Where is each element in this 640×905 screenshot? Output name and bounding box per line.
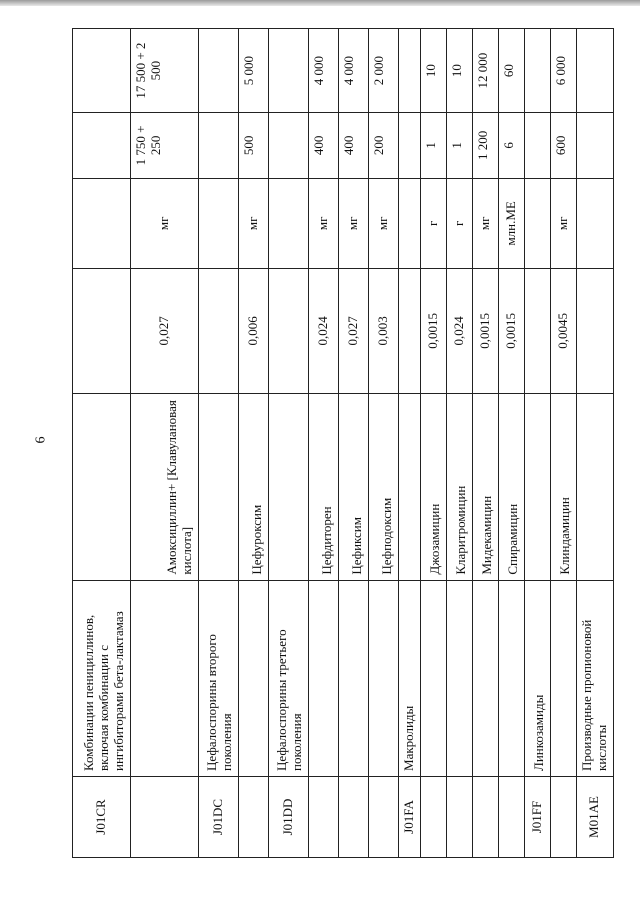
atc-code-cell: J01DC: [199, 776, 239, 857]
unit-cell: [525, 178, 551, 268]
drug-group-cell: [131, 580, 199, 776]
table-row: [269, 29, 309, 858]
ddd-value-cell: 0,0045: [551, 269, 577, 394]
active-ingredient-cell: Кларитромицин: [447, 393, 473, 580]
table-row: [369, 29, 399, 858]
ddd-value-cell: 0,027: [131, 269, 199, 394]
unit-cell: мг: [239, 178, 269, 268]
unit-cell: млн.МЕ: [499, 178, 525, 268]
unit-cell: мг: [551, 178, 577, 268]
unit-cell: мг: [309, 178, 339, 268]
table-row: [421, 29, 447, 858]
active-ingredient-cell: [577, 393, 614, 580]
course-total-cell: 6 000: [551, 29, 577, 113]
active-ingredient-cell: Цефподоксим: [369, 393, 399, 580]
active-ingredient-cell: [269, 393, 309, 580]
unit-cell: [577, 178, 614, 268]
course-total-cell: 4 000: [309, 29, 339, 113]
dose-cell: [269, 113, 309, 178]
active-ingredient-cell: Спирамицин: [499, 393, 525, 580]
dose-cell: 6: [499, 113, 525, 178]
drug-group-cell: [499, 580, 525, 776]
drug-group-cell: [551, 580, 577, 776]
dose-cell: [73, 113, 131, 178]
atc-code-cell: J01FA: [399, 776, 421, 857]
dose-cell: [399, 113, 421, 178]
table-row: [499, 29, 525, 858]
active-ingredient-cell: [73, 393, 131, 580]
ddd-value-cell: 0,0015: [499, 269, 525, 394]
dose-cell: [577, 113, 614, 178]
unit-cell: [199, 178, 239, 268]
course-total-cell: [577, 29, 614, 113]
atc-code-cell: J01DD: [269, 776, 309, 857]
ddd-value-cell: 0,024: [309, 269, 339, 394]
dose-cell: 1 200: [473, 113, 499, 178]
drug-group-cell: Цефалоспорины второго поколения: [199, 580, 239, 776]
dose-cell: 1 750 + 250: [131, 113, 199, 178]
course-total-cell: 4 000: [339, 29, 369, 113]
drug-group-cell: Линкозамиды: [525, 580, 551, 776]
atc-code-cell: J01FF: [525, 776, 551, 857]
atc-code-cell: [499, 776, 525, 857]
atc-code-cell: [309, 776, 339, 857]
dose-cell: [199, 113, 239, 178]
drug-group-cell: [473, 580, 499, 776]
atc-code-cell: [369, 776, 399, 857]
drug-group-cell: Комбинации пенициллинов, включая комбинации с ингибиторами бета-лактамаз: [73, 580, 131, 776]
unit-cell: г: [421, 178, 447, 268]
active-ingredient-cell: Мидекамицин: [473, 393, 499, 580]
dose-cell: 600: [551, 113, 577, 178]
ddd-value-cell: [73, 269, 131, 394]
ddd-value-cell: [199, 269, 239, 394]
unit-cell: мг: [339, 178, 369, 268]
dose-cell: 500: [239, 113, 269, 178]
ddd-value-cell: [577, 269, 614, 394]
scan-edge: [0, 0, 640, 6]
atc-code-cell: M01AE: [577, 776, 614, 857]
ddd-value-cell: [269, 269, 309, 394]
course-total-cell: [525, 29, 551, 113]
atc-code-cell: [551, 776, 577, 857]
table-row: [199, 29, 239, 858]
active-ingredient-cell: [199, 393, 239, 580]
ddd-value-cell: 0,027: [339, 269, 369, 394]
ddd-value-cell: 0,003: [369, 269, 399, 394]
drug-group-cell: [369, 580, 399, 776]
unit-cell: [269, 178, 309, 268]
unit-cell: мг: [473, 178, 499, 268]
unit-cell: [399, 178, 421, 268]
drug-group-cell: [239, 580, 269, 776]
drug-group-cell: [309, 580, 339, 776]
dose-cell: 1: [421, 113, 447, 178]
ddd-value-cell: 0,0015: [473, 269, 499, 394]
drug-group-cell: Производные пропионовой кислоты: [577, 580, 614, 776]
table-row: [577, 29, 614, 858]
course-total-cell: 12 000: [473, 29, 499, 113]
course-total-cell: 10: [447, 29, 473, 113]
ddd-value-cell: 0,024: [447, 269, 473, 394]
table-row: [339, 29, 369, 858]
active-ingredient-cell: Клиндамицин: [551, 393, 577, 580]
table-row: [399, 29, 421, 858]
drug-group-cell: Цефалоспорины третьего поколения: [269, 580, 309, 776]
atc-code-cell: [473, 776, 499, 857]
table-row: [551, 29, 577, 858]
dose-cell: [525, 113, 551, 178]
dose-cell: 400: [309, 113, 339, 178]
active-ingredient-cell: Амоксициллин+ [Клавулановая кислота]: [131, 393, 199, 580]
dose-cell: 1: [447, 113, 473, 178]
active-ingredient-cell: [399, 393, 421, 580]
course-total-cell: [73, 29, 131, 113]
course-total-cell: [399, 29, 421, 113]
table-row: [131, 29, 199, 858]
drug-table: [72, 28, 614, 858]
drug-group-cell: Макролиды: [399, 580, 421, 776]
drug-group-cell: [421, 580, 447, 776]
ddd-value-cell: 0,0015: [421, 269, 447, 394]
atc-code-cell: [421, 776, 447, 857]
drug-group-cell: [339, 580, 369, 776]
ddd-value-cell: 0,006: [239, 269, 269, 394]
atc-code-cell: [339, 776, 369, 857]
unit-cell: г: [447, 178, 473, 268]
active-ingredient-cell: Цефиксим: [339, 393, 369, 580]
table-row: [473, 29, 499, 858]
table-row: [525, 29, 551, 858]
ddd-value-cell: [399, 269, 421, 394]
course-total-cell: 10: [421, 29, 447, 113]
course-total-cell: 17 500 + 2 500: [131, 29, 199, 113]
course-total-cell: 60: [499, 29, 525, 113]
table-row: [447, 29, 473, 858]
course-total-cell: [269, 29, 309, 113]
unit-cell: мг: [131, 178, 199, 268]
atc-code-cell: [447, 776, 473, 857]
unit-cell: мг: [369, 178, 399, 268]
atc-code-cell: [239, 776, 269, 857]
course-total-cell: 2 000: [369, 29, 399, 113]
active-ingredient-cell: Цефуроксим: [239, 393, 269, 580]
table-row: [73, 29, 131, 858]
page-number: 6: [33, 436, 49, 444]
table-row: [309, 29, 339, 858]
table-row: [239, 29, 269, 858]
dose-cell: 200: [369, 113, 399, 178]
atc-code-cell: [131, 776, 199, 857]
course-total-cell: 5 000: [239, 29, 269, 113]
ddd-value-cell: [525, 269, 551, 394]
active-ingredient-cell: Джозамицин: [421, 393, 447, 580]
course-total-cell: [199, 29, 239, 113]
dose-cell: 400: [339, 113, 369, 178]
unit-cell: [73, 178, 131, 268]
drug-group-cell: [447, 580, 473, 776]
active-ingredient-cell: Цефдиторен: [309, 393, 339, 580]
atc-code-cell: J01CR: [73, 776, 131, 857]
active-ingredient-cell: [525, 393, 551, 580]
